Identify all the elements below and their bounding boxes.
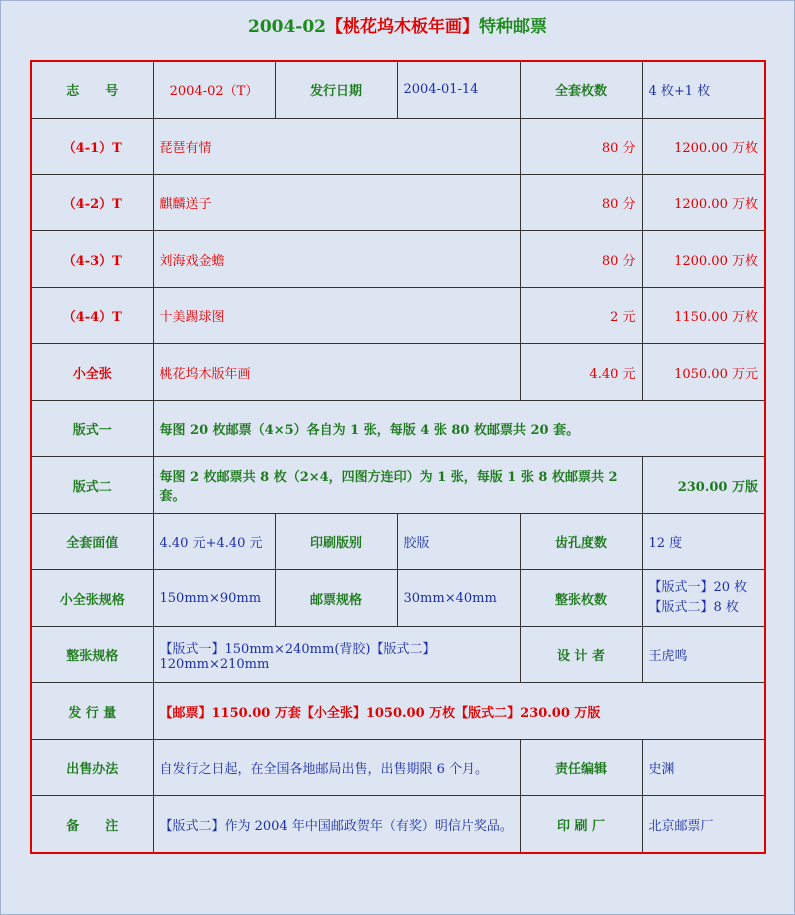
label-sale-method: 出售办法 [31,739,153,795]
perforation: 12 度 [642,513,765,569]
note: 【版式二】作为 2004 年中国邮政贺年（有奖）明信片奖品。 [153,796,520,853]
stamp-code: （4-4）T [31,287,153,343]
format-2-issued: 230.00 万版 [642,457,765,513]
label-issue-date: 发行日期 [275,61,397,118]
label-note: 备 注 [31,796,153,853]
format-1-text: 每图 20 枚邮票（4×5）各自为 1 张，每版 4 张 80 枚邮票共 20 套。 [153,400,765,456]
stamp-name: 琵琶有情 [153,118,520,174]
table-row [31,457,765,513]
label-format-1: 版式一 [31,400,153,456]
table-row [31,570,765,626]
label-issue-volume: 发 行 量 [31,683,153,739]
stamp-code: （4-3）T [31,231,153,287]
table-row [31,231,765,287]
label-face-value: 全套面值 [31,513,153,569]
ss-size: 150mm×90mm [153,570,275,626]
stamp-issued: 1200.00 万枚 [642,231,765,287]
title-suffix: 特种邮票 [479,17,548,37]
table-row [31,513,765,569]
stamp-issued: 1200.00 万枚 [642,174,765,230]
stamp-name: 十美踢球图 [153,287,520,343]
stamp-value: 80 分 [520,174,642,230]
table-row [31,739,765,795]
label-set-count: 全套枚数 [520,61,642,118]
stamp-name: 刘海戏金蟾 [153,231,520,287]
label-print-type: 印刷版别 [275,513,397,569]
stamp-value: 80 分 [520,231,642,287]
stamp-name: 麒麟送子 [153,174,520,230]
label-editor: 责任编辑 [520,739,642,795]
label-sheet-size: 整张规格 [31,626,153,682]
souvenir-sheet-issued: 1050.00 万元 [642,344,765,400]
sale-method: 自发行之日起，在全国各地邮局出售，出售期限 6 个月。 [153,739,520,795]
stamp-code: （4-2）T [31,174,153,230]
table-row [31,344,765,400]
stamp-issued: 1200.00 万枚 [642,118,765,174]
editor: 史渊 [642,739,765,795]
stamp-value: 2 元 [520,287,642,343]
table-row [31,796,765,853]
issue-date: 2004-01-14 [397,61,520,118]
label-printer: 印 刷 厂 [520,796,642,853]
print-type: 胶版 [397,513,520,569]
table-row [31,400,765,456]
souvenir-sheet-label: 小全张 [31,344,153,400]
table-row [31,626,765,682]
label-sheet-count: 整张枚数 [520,570,642,626]
stamp-info-table [30,60,766,854]
designer: 王虎鸣 [642,626,765,682]
stamp-value: 80 分 [520,118,642,174]
format-2-text: 每图 2 枚邮票共 8 枚（2×4，四图方连印）为 1 张，每版 1 张 8 枚邮票共 2 套。 [153,457,642,513]
label-designer: 设 计 者 [520,626,642,682]
label-code: 志 号 [31,61,153,118]
sheet-count [642,570,765,626]
table-row [31,683,765,739]
face-value: 4.40 元+4.40 元 [153,513,275,569]
stamp-size: 30mm×40mm [397,570,520,626]
set-count: 4 枚+1 枚 [642,61,765,118]
page-title [0,14,795,40]
table-row [31,287,765,343]
label-format-2: 版式二 [31,457,153,513]
title-name: 【桃花坞木板年画】 [326,17,480,37]
sheet-count-format-2: 【版式二】8 枚 [648,600,739,616]
table-row [31,174,765,230]
sheet-count-format-1: 【版式一】20 枚 [648,580,748,596]
label-stamp-size: 邮票规格 [275,570,397,626]
table-row [31,61,765,118]
label-ss-size: 小全张规格 [31,570,153,626]
title-prefix: 2004-02 [247,17,327,37]
stamp-code: 2004-02（T） [153,61,275,118]
souvenir-sheet-value: 4.40 元 [520,344,642,400]
sheet-size: 【版式一】150mm×240mm(背胶)【版式二】120mm×210mm [153,626,520,682]
souvenir-sheet-name: 桃花坞木版年画 [153,344,520,400]
issue-volume: 【邮票】1150.00 万套【小全张】1050.00 万枚【版式二】230.00 万版 [153,683,765,739]
stamp-issued: 1150.00 万枚 [642,287,765,343]
printer: 北京邮票厂 [642,796,765,853]
stamp-code: （4-1）T [31,118,153,174]
label-perforation: 齿孔度数 [520,513,642,569]
table-row [31,118,765,174]
